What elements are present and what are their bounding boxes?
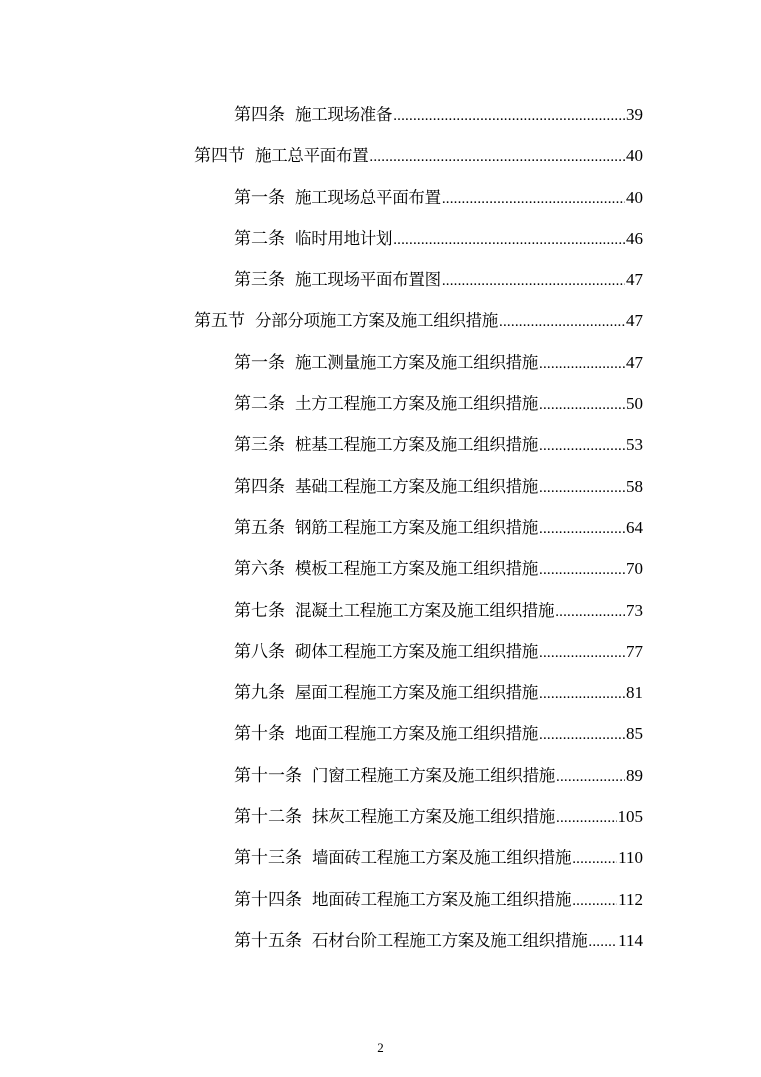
toc-entry-page: 70 xyxy=(626,559,643,579)
toc-entry-page: 112 xyxy=(618,889,643,909)
toc-dot-leader xyxy=(539,715,625,756)
toc-entry-title: 抹灰工程施工方案及施工组织措施 xyxy=(312,807,556,827)
toc-dot-leader xyxy=(539,385,625,426)
toc-entry-title: 施工现场总平面布置 xyxy=(295,187,441,207)
toc-entry-label: 第九条 xyxy=(234,683,285,704)
toc-entry-title: 模板工程施工方案及施工组织措施 xyxy=(295,559,539,579)
toc-dot-leader xyxy=(539,426,625,467)
toc-entry-label: 第十四条 xyxy=(234,889,302,910)
toc-entry-label: 第五条 xyxy=(234,517,285,538)
toc-entry-label: 第三条 xyxy=(234,270,285,291)
toc-entry[interactable] xyxy=(0,796,761,837)
toc-entry-title: 地面工程施工方案及施工组织措施 xyxy=(295,724,539,744)
toc-entry-label: 第一条 xyxy=(234,352,285,373)
toc-entry[interactable] xyxy=(0,672,761,713)
toc-entry-page: 53 xyxy=(626,435,643,455)
toc-entry[interactable] xyxy=(0,259,761,300)
toc-entry-page: 64 xyxy=(626,517,643,537)
toc-entry[interactable] xyxy=(0,755,761,796)
toc-entry-title: 基础工程施工方案及施工组织措施 xyxy=(295,476,539,496)
toc-entry[interactable] xyxy=(0,135,761,176)
toc-dot-leader xyxy=(442,261,625,302)
toc-entry-title: 地面砖工程施工方案及施工组织措施 xyxy=(312,889,572,909)
toc-dot-leader xyxy=(539,344,625,385)
toc-entry-page: 77 xyxy=(626,641,643,661)
toc-entry-label: 第四条 xyxy=(234,476,285,497)
toc-dot-leader xyxy=(539,468,625,509)
toc-entry-label: 第十一条 xyxy=(234,765,302,786)
toc-entry-page: 105 xyxy=(617,807,643,827)
toc-entry-label: 第十五条 xyxy=(234,930,302,951)
toc-entry-title: 施工测量施工方案及施工组织措施 xyxy=(295,352,539,372)
toc-entry-page: 50 xyxy=(626,394,643,414)
toc-entry-label: 第一条 xyxy=(234,187,285,208)
toc-entry-page: 46 xyxy=(626,228,643,248)
toc-entry[interactable] xyxy=(0,837,761,878)
toc-entry-page: 89 xyxy=(626,765,643,785)
toc-entry-page: 85 xyxy=(626,724,643,744)
toc-entry[interactable] xyxy=(0,466,761,507)
toc-entry-title: 墙面砖工程施工方案及施工组织措施 xyxy=(312,848,572,868)
toc-dot-leader xyxy=(588,922,617,963)
toc-entry-label: 第十三条 xyxy=(234,848,302,869)
toc-dot-leader xyxy=(572,839,617,880)
toc-entry-page: 47 xyxy=(626,311,643,331)
toc-entry[interactable] xyxy=(0,548,761,589)
toc-entry[interactable] xyxy=(0,424,761,465)
toc-entry-label: 第七条 xyxy=(234,600,285,621)
toc-entry-label: 第八条 xyxy=(234,641,285,662)
toc-entry-title: 施工总平面布置 xyxy=(255,146,369,166)
toc-entry[interactable] xyxy=(0,177,761,218)
toc-entry-page: 39 xyxy=(626,105,643,124)
toc-entry[interactable] xyxy=(0,713,761,754)
toc-dot-leader xyxy=(369,137,625,178)
toc-entry-label: 第三条 xyxy=(234,435,285,456)
toc-entry-title: 施工现场准备 xyxy=(295,105,393,124)
toc-dot-leader xyxy=(393,220,625,261)
toc-entry[interactable] xyxy=(0,218,761,259)
toc-entry-title: 砌体工程施工方案及施工组织措施 xyxy=(295,641,539,661)
toc-entry-label: 第六条 xyxy=(234,559,285,580)
toc-dot-leader xyxy=(556,757,625,798)
toc-entry-page: 114 xyxy=(618,930,643,950)
toc-dot-leader xyxy=(539,633,625,674)
toc-entry[interactable] xyxy=(0,300,761,341)
toc-dot-leader xyxy=(539,550,625,591)
toc-dot-leader xyxy=(555,592,625,633)
toc-entry-title: 钢筋工程施工方案及施工组织措施 xyxy=(295,517,539,537)
toc-entry-title: 土方工程施工方案及施工组织措施 xyxy=(295,394,539,414)
toc-entry-page: 40 xyxy=(626,187,643,207)
toc-entry-page: 40 xyxy=(626,146,643,166)
toc-entry-label: 第二条 xyxy=(234,228,285,249)
toc-entry-page: 58 xyxy=(626,476,643,496)
toc-entry-page: 47 xyxy=(626,352,643,372)
toc-dot-leader xyxy=(539,509,625,550)
toc-entry-page: 110 xyxy=(618,848,643,868)
page-number: 2 xyxy=(377,1040,384,1055)
toc-entry-title: 门窗工程施工方案及施工组织措施 xyxy=(312,765,556,785)
toc-entry-label: 第十二条 xyxy=(234,807,302,828)
toc-entry-label: 第十条 xyxy=(234,724,285,745)
toc-entry[interactable] xyxy=(0,342,761,383)
toc-entry-title: 石材台阶工程施工方案及施工组织措施 xyxy=(312,930,588,950)
table-of-contents xyxy=(0,94,761,961)
toc-entry-page: 81 xyxy=(626,683,643,703)
toc-entry-title: 临时用地计划 xyxy=(295,228,393,248)
toc-entry[interactable] xyxy=(0,507,761,548)
toc-entry-title: 施工现场平面布置图 xyxy=(295,270,441,290)
toc-entry-title: 混凝土工程施工方案及施工组织措施 xyxy=(295,600,555,620)
toc-entry-label: 第二条 xyxy=(234,394,285,415)
toc-entry[interactable] xyxy=(0,590,761,631)
toc-entry[interactable] xyxy=(0,631,761,672)
toc-entry-page: 73 xyxy=(626,600,643,620)
toc-dot-leader xyxy=(442,179,625,220)
toc-dot-leader xyxy=(539,674,625,715)
toc-entry-title: 分部分项施工方案及施工组织措施 xyxy=(255,311,499,331)
toc-entry[interactable] xyxy=(0,920,761,961)
toc-entry-title: 屋面工程施工方案及施工组织措施 xyxy=(295,683,539,703)
toc-entry[interactable] xyxy=(0,383,761,424)
toc-dot-leader xyxy=(499,302,625,343)
toc-entry[interactable] xyxy=(0,879,761,920)
toc-entry-page: 47 xyxy=(626,270,643,290)
toc-entry[interactable] xyxy=(0,94,761,135)
toc-entry-title: 桩基工程施工方案及施工组织措施 xyxy=(295,435,539,455)
toc-dot-leader xyxy=(393,96,625,137)
toc-dot-leader xyxy=(556,798,616,839)
toc-entry-label: 第四条 xyxy=(234,105,285,125)
toc-dot-leader xyxy=(572,881,617,922)
toc-entry-label: 第四节 xyxy=(194,146,245,167)
toc-entry-label: 第五节 xyxy=(194,311,245,332)
